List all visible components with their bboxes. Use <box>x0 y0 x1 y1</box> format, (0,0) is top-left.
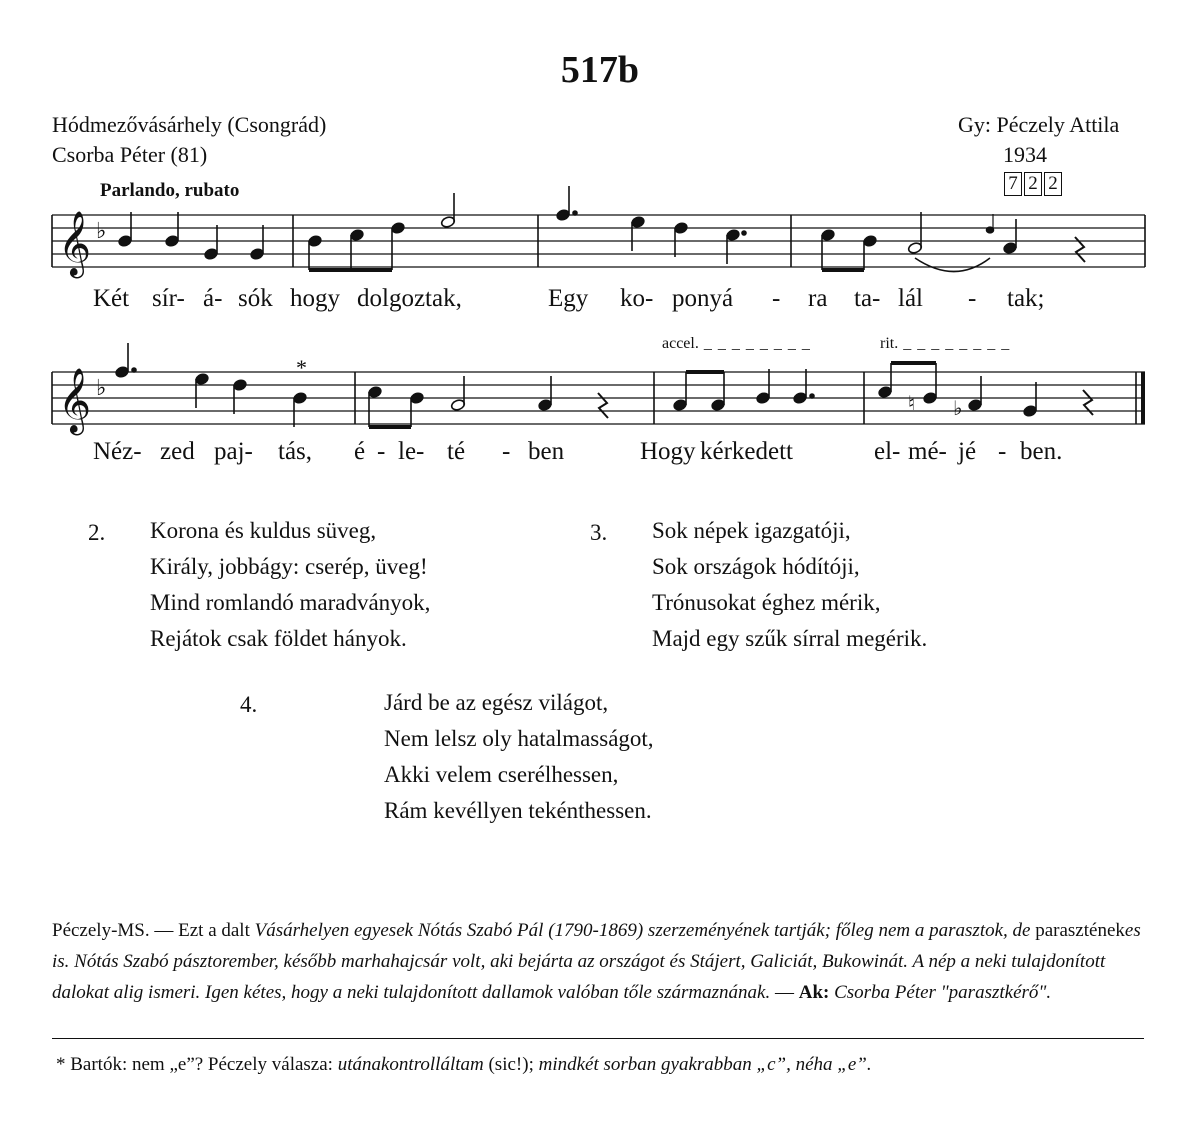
lyric-syllable: Néz- <box>93 438 142 465</box>
rit-marking: rit. _ _ _ _ _ _ _ _ <box>880 335 1011 352</box>
note-ak-value: Csorba Péter "parasztkérő". <box>829 982 1052 1003</box>
tempo-marking: Parlando, rubato <box>100 180 240 201</box>
collector: Gy: Péczely Attila <box>958 112 1120 137</box>
lyric-syllable: dolgoztak, <box>357 285 462 312</box>
accel-text: accel. <box>662 335 699 352</box>
verse-3 <box>652 513 927 657</box>
lyric-syllable: tás, <box>278 438 313 465</box>
lyric-syllable: sír- <box>152 285 185 312</box>
svg-text:♮: ♮ <box>908 391 916 415</box>
lyric-syllable: Egy <box>548 285 589 312</box>
svg-text:𝄞: 𝄞 <box>58 368 92 433</box>
lyric-syllable: ponyá <box>672 285 734 312</box>
lyric-syllable: - <box>772 285 781 312</box>
accel-marking: accel. _ _ _ _ _ _ _ _ <box>662 335 811 352</box>
asterisk-mark: * <box>296 355 307 380</box>
lyric-syllable: hogy <box>290 285 340 312</box>
rit-text: rit. <box>880 335 899 352</box>
lyric-syllable: - <box>998 438 1007 465</box>
music-notation <box>0 0 1200 480</box>
footnote-divider <box>52 1038 1144 1039</box>
verse-line: Majd egy szűk sírral megérik. <box>652 626 928 651</box>
song-number: 517b <box>560 49 640 91</box>
verse-line: Trónusokat éghez mérik, <box>652 590 881 615</box>
lyric-syllable: paj- <box>214 438 253 465</box>
note-dash: — <box>770 982 799 1003</box>
verse-line: Járd be az egész világot, <box>384 690 609 715</box>
lyric-syllable: jé <box>958 438 977 465</box>
lyric-syllable: ben. <box>1020 438 1063 465</box>
verse-2 <box>150 513 430 657</box>
lyric-syllable: kérkedett <box>700 438 794 465</box>
note-source: Péczely-MS. <box>52 920 150 941</box>
verse-number: 4. <box>240 692 258 717</box>
lyric-syllable: Hogy <box>640 438 696 465</box>
note-text: Vásárhelyen egyesek Nótás Szabó Pál (1790-1869) szerzeményének tartják; főleg nem a parasztok, de <box>254 920 1031 941</box>
verse-line: Rám kevéllyen tekénthessen. <box>384 798 652 823</box>
lyric-syllable: é <box>354 438 366 465</box>
singer: Csorba Péter (81) <box>52 142 208 167</box>
footnote-text: (sic!); <box>483 1054 539 1075</box>
footnote-text: * Bartók: nem „e”? Péczely válasza: <box>56 1054 338 1075</box>
class-box: 2 <box>1024 172 1042 196</box>
lyric-syllable: ta- <box>854 285 881 312</box>
verse-line: Nem lelsz oly hatalmasságot, <box>384 726 654 751</box>
note-text: es is. Nótás Szabó pásztorember, később marhahajcsár volt, aki bejárta az országot és Stájert, Galiciát, Bukowinát. A nép a neki tulajdonított dalokat alig ismeri. Igen kétes, hogy a neki tulajdonított dallamok valóban tőle származnának. <box>52 920 1141 1003</box>
lyric-syllable: sók <box>238 285 273 312</box>
note-dash: — Ezt a dalt <box>149 920 255 941</box>
svg-text:♭: ♭ <box>953 396 963 420</box>
lyric-syllable: tak; <box>1007 285 1045 312</box>
lyric-syllable: - <box>377 438 386 465</box>
lyric-syllable: zed <box>160 438 195 465</box>
lyric-syllable: le- <box>398 438 425 465</box>
lyric-syllable: el- <box>874 438 901 465</box>
class-box: 7 <box>1004 172 1022 196</box>
verse-line: Sok országok hódítóji, <box>652 554 860 579</box>
source-note <box>52 915 1144 1008</box>
lyric-syllable: Két <box>93 285 130 312</box>
footnote-text: utánakontrolláltam <box>337 1054 484 1075</box>
svg-text:♭: ♭ <box>96 219 107 244</box>
verse-line: Rejátok csak földet hányok. <box>150 626 407 651</box>
verse-4 <box>384 685 654 829</box>
lyric-syllable: ko- <box>620 285 654 312</box>
note-text: parasztének <box>1030 920 1125 941</box>
year: 1934 <box>1003 142 1047 167</box>
svg-text:𝄞: 𝄞 <box>58 211 92 276</box>
verse-line: Mind romlandó maradványok, <box>150 590 431 615</box>
lyric-syllable: ben <box>528 438 565 465</box>
lyric-syllable: - <box>502 438 511 465</box>
lyric-syllable: ra <box>808 285 828 312</box>
verse-number: 3. <box>590 520 608 545</box>
class-box: 2 <box>1044 172 1062 196</box>
verse-line: Király, jobbágy: cserép, üveg! <box>150 554 428 579</box>
place: Hódmezővásárhely (Csongrád) <box>52 112 327 137</box>
verse-line: Akki velem cserélhessen, <box>384 762 619 787</box>
lyric-syllable: mé- <box>908 438 947 465</box>
lyric-syllable: - <box>968 285 977 312</box>
lyric-syllable: té <box>447 438 466 465</box>
note-ak-label: Ak: <box>798 982 830 1003</box>
lyric-syllable: á- <box>203 285 223 312</box>
svg-text:♭: ♭ <box>96 376 107 401</box>
verse-line: Sok népek igazgatóji, <box>652 518 851 543</box>
verse-line: Korona és kuldus süveg, <box>150 518 377 543</box>
lyric-syllable: lál <box>898 285 923 312</box>
footnote-text: mindkét sorban gyakrabban „c”, néha „e”. <box>538 1054 872 1075</box>
footnote <box>56 1054 872 1076</box>
verse-number: 2. <box>88 520 106 545</box>
